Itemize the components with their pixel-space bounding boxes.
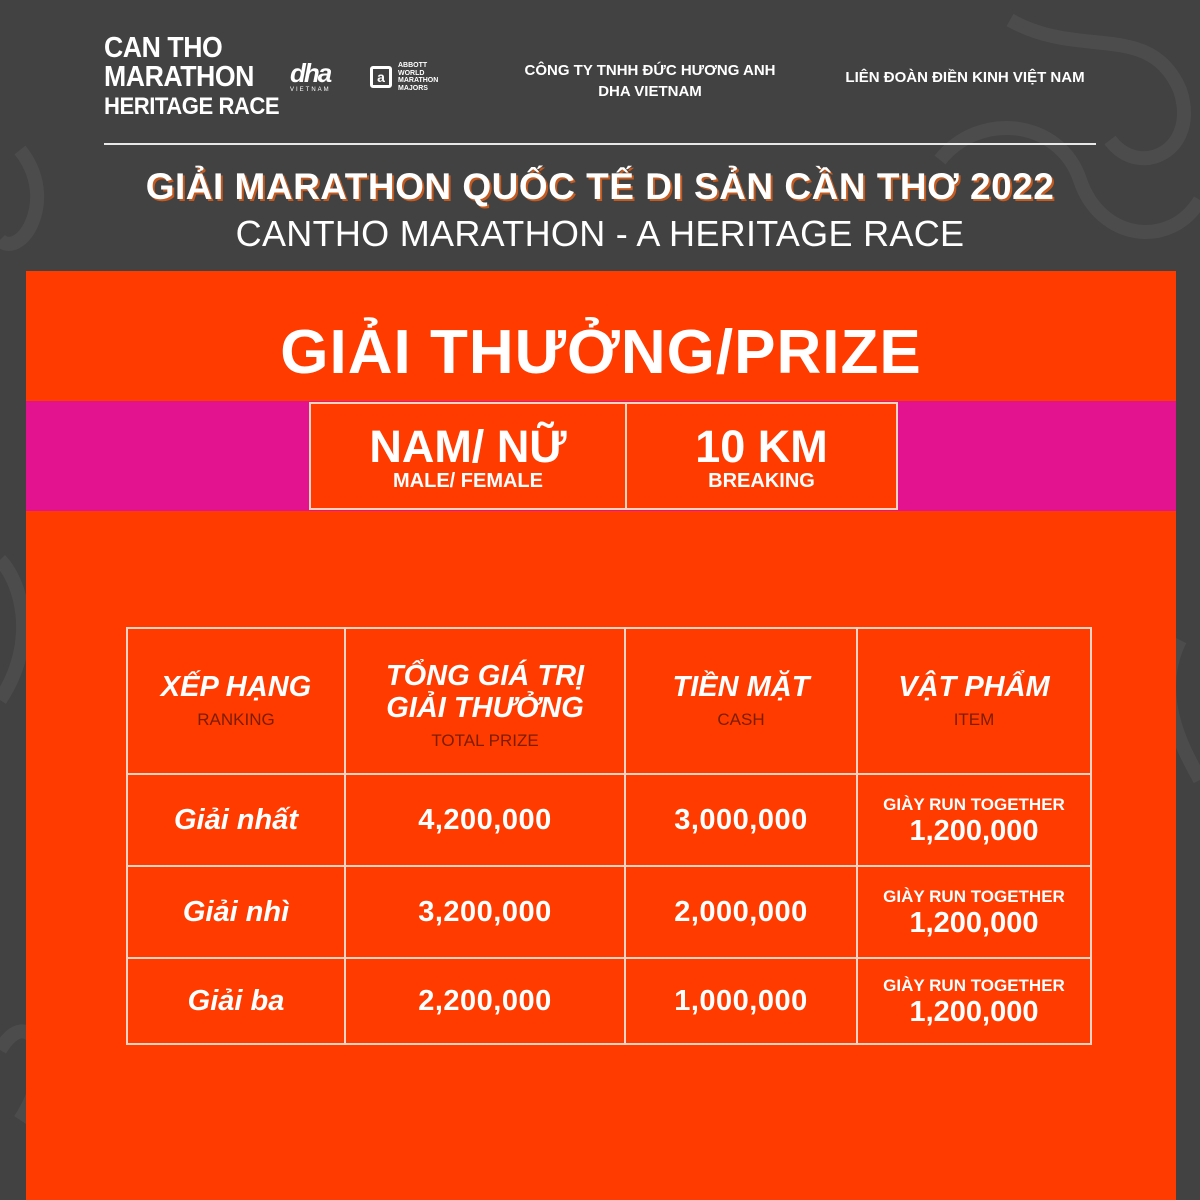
prize-panel	[26, 271, 1176, 1200]
abbott-logo-text: ABBOTT WORLD MARATHON MAJORS	[398, 62, 439, 92]
table-row	[127, 958, 1091, 1044]
header-total-prize-vi: TỔNG GIÁ TRỊ GIẢI THƯỞNG	[385, 660, 585, 724]
item-value: 1,200,000	[909, 996, 1039, 1028]
event-subtitle: CANTHO MARATHON - A HERITAGE RACE	[235, 213, 965, 254]
header-item-en: ITEM	[953, 710, 995, 729]
header-ranking-vi: XẾP HẠNG	[160, 671, 312, 703]
item-cell	[857, 866, 1091, 958]
header-total-prize	[345, 628, 625, 774]
header-cash	[625, 628, 857, 774]
table-row	[127, 774, 1091, 866]
dha-logo-text: dha	[290, 58, 331, 88]
prize-heading: GIẢI THƯỞNG/PRIZE	[280, 318, 922, 387]
abbott-logo	[370, 62, 442, 92]
header	[0, 0, 1200, 150]
rank-cell: Giải nhì	[127, 866, 345, 958]
logo-line-2: MARATHON	[104, 61, 254, 93]
item-name: GIÀY RUN TOGETHER	[883, 795, 1065, 814]
item-name: GIÀY RUN TOGETHER	[883, 887, 1065, 906]
cash-cell: 1,000,000	[625, 958, 857, 1044]
table-row	[127, 866, 1091, 958]
header-item	[857, 628, 1091, 774]
header-ranking	[127, 628, 345, 774]
header-divider	[104, 143, 1096, 145]
abbott-mark-icon: a	[370, 66, 392, 88]
item-value: 1,200,000	[909, 907, 1039, 939]
event-title: GIẢI MARATHON QUỐC TẾ DI SẢN CẦN THƠ 2022	[145, 166, 1055, 207]
rank-cell: Giải nhất	[127, 774, 345, 866]
header-cash-vi: TIỀN MẶT	[672, 671, 810, 703]
category-distance-value: 10 KM	[695, 421, 828, 472]
logo-line-1: CAN THO	[104, 32, 223, 64]
header-item-vi: VẬT PHẨM	[898, 671, 1050, 703]
cash-cell: 3,000,000	[625, 774, 857, 866]
item-name: GIÀY RUN TOGETHER	[883, 976, 1065, 995]
header-cash-en: CASH	[717, 710, 765, 729]
dha-logo	[290, 60, 331, 94]
category-gender	[309, 402, 627, 510]
organizer-dha-name: CÔNG TY TNHH ĐỨC HƯƠNG ANH	[524, 62, 776, 79]
item-cell	[857, 774, 1091, 866]
cantho-marathon-logo	[104, 34, 294, 121]
item-cell	[857, 958, 1091, 1044]
organizer-dha	[480, 60, 820, 102]
table-header-row	[127, 628, 1091, 774]
organizer-dha-short: DHA VIETNAM	[598, 83, 702, 100]
cash-cell: 2,000,000	[625, 866, 857, 958]
dha-logo-subtext: VIETNAM	[290, 87, 331, 93]
total-prize-cell: 4,200,000	[345, 774, 625, 866]
category-distance	[625, 402, 898, 510]
organizer-federation: LIÊN ĐOÀN ĐIỀN KINH VIỆT NAM	[845, 69, 1085, 86]
category-gender-en: MALE/ FEMALE	[393, 470, 543, 492]
header-total-prize-en: TOTAL PRIZE	[431, 731, 539, 750]
total-prize-cell: 3,200,000	[345, 866, 625, 958]
category-gender-vi: NAM/ NỮ	[369, 421, 567, 472]
rank-cell: Giải ba	[127, 958, 345, 1044]
category-distance-label: BREAKING	[708, 470, 815, 492]
prize-table	[126, 627, 1092, 1045]
logo-line-3: HERITAGE RACE	[104, 93, 280, 120]
item-value: 1,200,000	[909, 815, 1039, 847]
total-prize-cell: 2,200,000	[345, 958, 625, 1044]
header-ranking-en: RANKING	[197, 710, 275, 729]
